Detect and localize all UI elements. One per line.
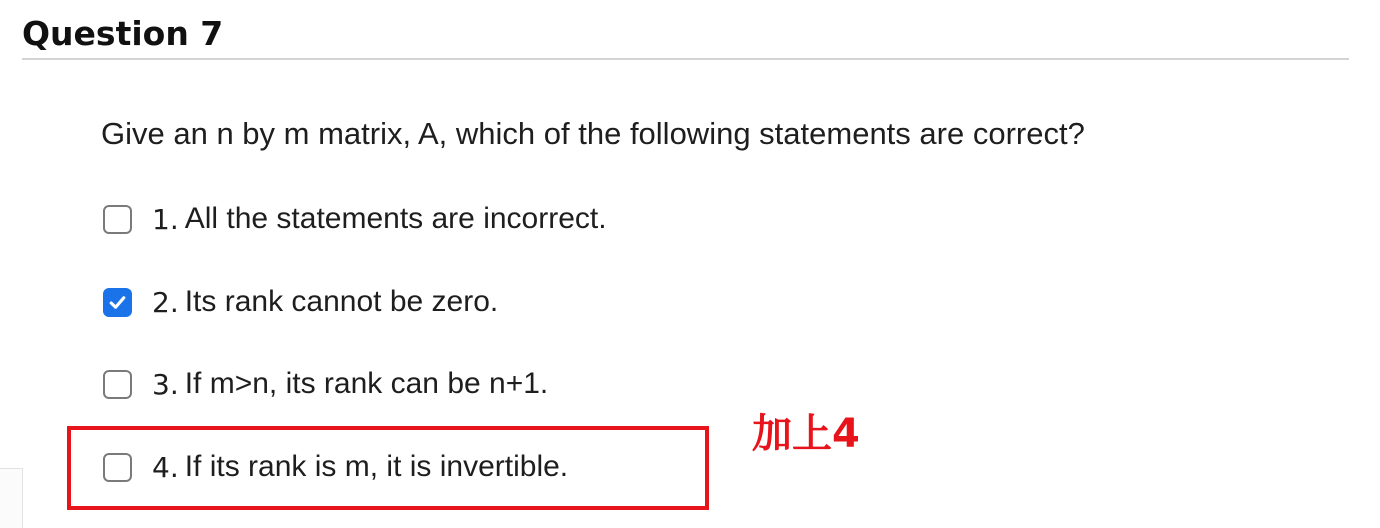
- answer-3-number: 3.: [152, 367, 179, 401]
- question-prompt: Give an n by m matrix, A, which of the following statements are correct?: [101, 116, 1085, 151]
- annotation-note: 加上4: [752, 411, 860, 457]
- checkmark-icon: [107, 292, 128, 313]
- answer-2-checkbox[interactable]: [103, 288, 132, 317]
- answer-option-1[interactable]: [103, 199, 607, 239]
- answer-4-number: 4.: [152, 450, 179, 484]
- answer-option-3[interactable]: [103, 364, 548, 404]
- answer-1-number: 1.: [152, 202, 179, 236]
- question-header: [22, 10, 1349, 60]
- answer-3-checkbox[interactable]: [103, 370, 132, 399]
- answer-1-checkbox[interactable]: [103, 205, 132, 234]
- answer-2-label: Its rank cannot be zero.: [184, 285, 499, 318]
- question-title: Question 7: [22, 14, 224, 53]
- answer-2-number: 2.: [152, 285, 179, 319]
- answer-1-label: All the statements are incorrect.: [184, 202, 607, 235]
- answer-option-2[interactable]: [103, 282, 498, 322]
- answer-3-label: If m>n, its rank can be n+1.: [184, 367, 549, 400]
- side-panel-edge: [0, 468, 23, 528]
- annotation-highlight-box: [67, 426, 709, 510]
- answer-4-label: If its rank is m, it is invertible.: [184, 450, 569, 483]
